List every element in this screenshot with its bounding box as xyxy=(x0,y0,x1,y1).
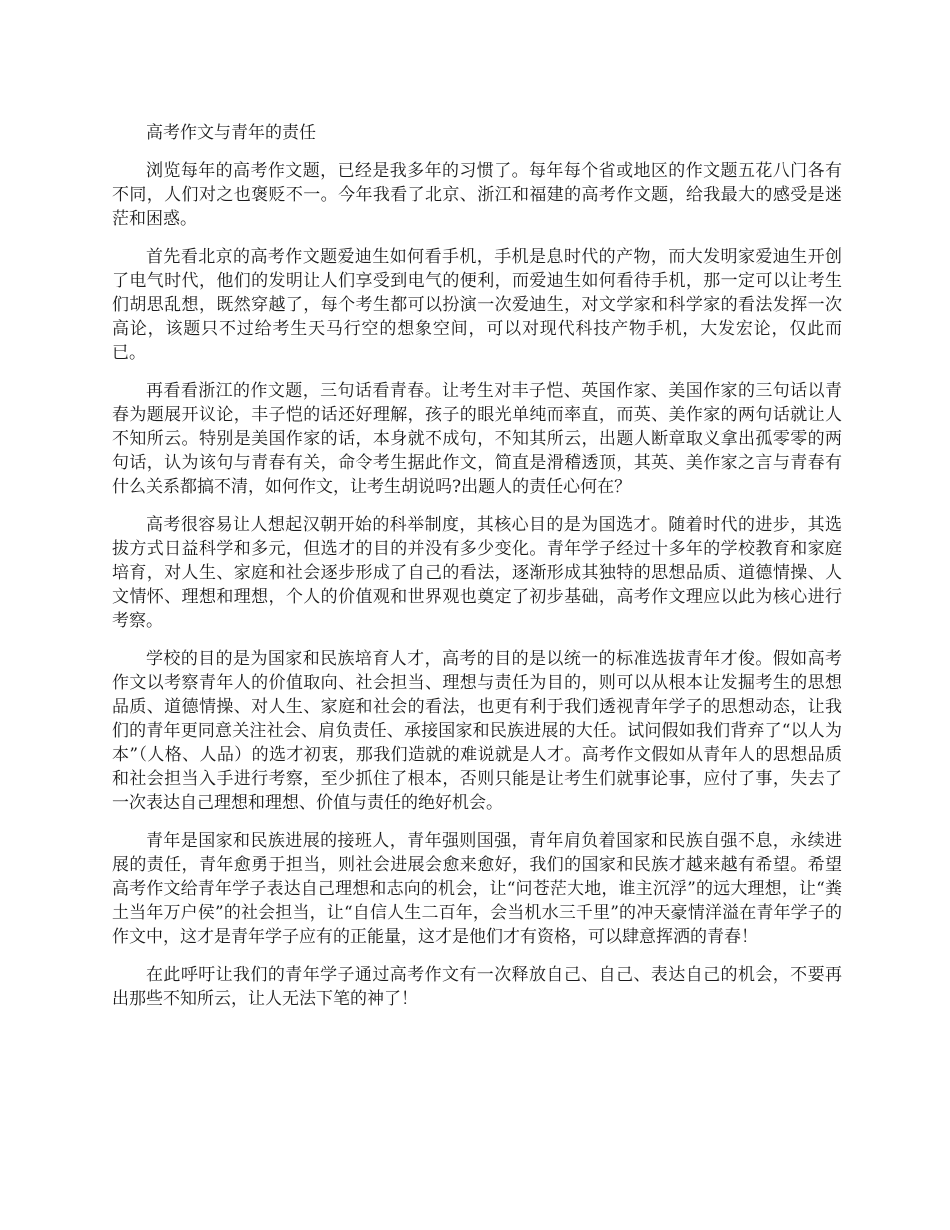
document-title: 高考作文与青年的责任 xyxy=(146,123,316,143)
paragraph: 浏览每年的高考作文题，已经是我多年的习惯了。每年每个省或地区的作文题五花八门各有不同，人们对之也褒贬不一。今年我看了北京、浙江和福建的高考作文题，给我最大的感受是迷茫和困惑。 xyxy=(112,161,842,229)
paragraph: 青年是国家和民族进展的接班人，青年强则国强，青年肩负着国家和民族自强不息，永续进展的责任，青年愈勇于担当，则社会进展会愈来愈好，我们的国家和民族才越来越有希望。希望高考作文给青年学子表达自己理想和志向的机会，让“问苍茫大地，谁主沉浮”的远大理想，让“粪土当年万户侯”的社会担当，让“自信人生二百年，会当机水三千里”的冲天豪情洋溢在青年学子的作文中，这才是青年学子应有的正能量，这才是他们才有资格，可以肆意挥洒的青春！ xyxy=(112,831,842,947)
paragraph: 在此呼吁让我们的青年学子通过高考作文有一次释放自己、自己、表达自己的机会，不要再出那些不知所云，让人无法下笔的神了！ xyxy=(112,965,842,1009)
paragraph: 高考很容易让人想起汉朝开始的科举制度，其核心目的是为国选才。随着时代的进步，其选拔方式日益科学和多元，但选才的目的并没有多少变化。青年学子经过十多年的学校教育和家庭培育，对人生、家庭和社会逐步形成了自己的看法，逐渐形成其独特的思想品质、道德情操、人文情怀、理想和理想，个人的价值观和世界观也奠定了初步基础，高考作文理应以此为核心进行考察。 xyxy=(112,515,842,631)
paragraph: 首先看北京的高考作文题爱迪生如何看手机，手机是息时代的产物，而大发明家爱迪生开创了电气时代，他们的发明让人们享受到电气的便利，而爱迪生如何看待手机，那一定可以让考生们胡思乱想，既然穿越了，每个考生都可以扮演一次爱迪生，对文学家和科学家的看法发挥一次高论，该题只不过给考生天马行空的想象空间，可以对现代科技产物手机，大发宏论，仅此而已。 xyxy=(112,247,842,363)
paragraph: 再看看浙江的作文题，三句话看青春。让考生对丰子恺、英国作家、美国作家的三句话以青春为题展开议论，丰子恺的话还好理解，孩子的眼光单纯而率直，而英、美作家的两句话就让人不知所云。特别是美国作家的话，本身就不成句，不知其所云，出题人断章取义拿出孤零零的两句话，认为该句与青春有关，命令考生据此作文，简直是滑稽透顶，其英、美作家之言与青春有什么关系都搞不清，如何作文，让考生胡说吗?出题人的责任心何在？ xyxy=(112,381,842,497)
paragraph: 学校的目的是为国家和民族培育人才，高考的目的是以统一的标准选拔青年才俊。假如高考作文以考察青年人的价值取向、社会担当、理想与责任为目的，则可以从根本让发掘考生的思想品质、道德情操、对人生、家庭和社会的看法，也更有利于我们透视青年学子的思想动态，让我们的青年更同意关注社会、肩负责任、承接国家和民族进展的大任。试问假如我们背弃了“以人为本”（人格、人品）的选才初衷，那我们造就的难说就是人才。高考作文假如从青年人的思想品质和社会担当入手进行考察，至少抓住了根本，否则只能是让考生们就事论事，应付了事，失去了一次表达自己理想和理想、价值与责任的绝好机会。 xyxy=(112,649,842,813)
